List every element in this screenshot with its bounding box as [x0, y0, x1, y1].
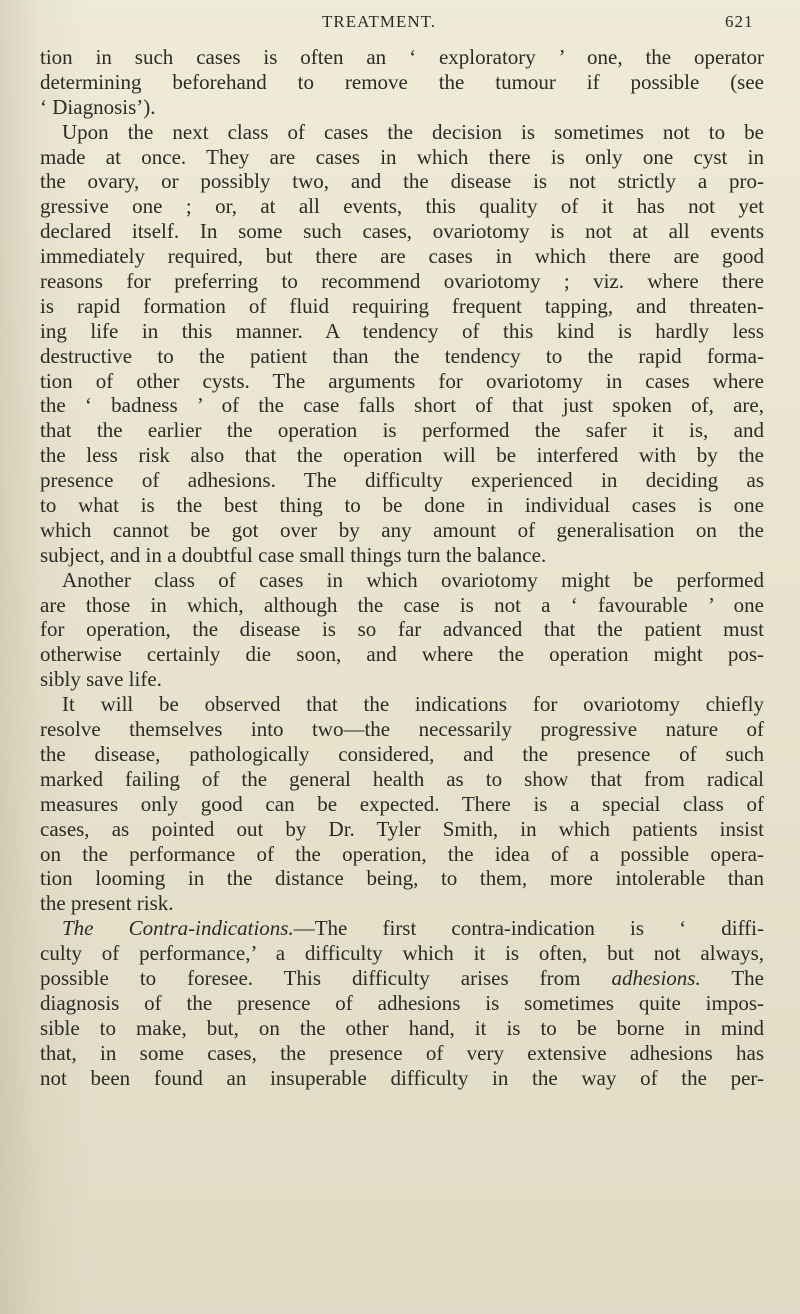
text-line — [40, 344, 764, 369]
body-text — [40, 45, 764, 1090]
line-text: immediately required, but there are cases in which there are good — [40, 244, 764, 269]
line-text: ‘ Diagnosis’). — [40, 94, 156, 119]
line-text: resolve themselves into two—the necessarily progressive nature of — [40, 717, 764, 742]
line-text: gressive one ; or, at all events, this quality of it has not yet — [40, 194, 764, 219]
line-text: to what is the best thing to be done in individual cases is one — [40, 493, 764, 518]
line-text: It will be observed that the indications for ovariotomy chiefly — [62, 692, 764, 717]
line-text: reasons for preferring to recommend ovariotomy ; viz. where there — [40, 269, 764, 294]
line-text: on the performance of the operation, the idea of a possible opera- — [40, 841, 764, 866]
line-text: possible to foresee. This difficulty arises from — [40, 965, 612, 990]
text-line — [40, 120, 764, 145]
line-text: otherwise certainly die soon, and where the operation might pos- — [40, 642, 764, 667]
text-line — [40, 468, 764, 493]
text-line — [40, 866, 764, 891]
line-text: the ‘ badness ’ of the case falls short of that just spoken of, are, — [40, 393, 764, 418]
running-header — [0, 6, 800, 38]
line-text: is rapid formation of fluid requiring frequent tapping, and threaten- — [40, 293, 764, 318]
text-line — [40, 742, 764, 767]
line-text: the disease, pathologically considered, and the presence of such — [40, 741, 764, 766]
text-line — [40, 219, 764, 244]
section-heading: The Contra-indications. — [62, 916, 294, 941]
line-text: are those in which, although the case is not a ‘ favourable ’ one — [40, 592, 764, 617]
text-line — [40, 244, 764, 269]
text-line — [40, 319, 764, 344]
text-line — [40, 294, 764, 319]
italic-term: adhesions. — [611, 965, 701, 990]
text-line — [40, 45, 764, 70]
text-line — [40, 692, 764, 717]
text-line — [40, 269, 764, 294]
line-text: measures only good can be expected. There is a special class of — [40, 791, 764, 816]
text-line — [40, 194, 764, 219]
line-text: determining beforehand to remove the tumour if possible (see — [40, 69, 764, 94]
text-line — [40, 1066, 764, 1091]
line-text: tion in such cases is often an ‘ exploratory ’ one, the operator — [40, 45, 764, 69]
line-text: tion of other cysts. The arguments for ovariotomy in cases where — [40, 368, 764, 393]
line-text: that the earlier the operation is performed the safer it is, and — [40, 418, 764, 443]
text-line — [40, 95, 764, 120]
line-text: the present risk. — [40, 891, 174, 916]
text-line — [40, 717, 764, 742]
line-text: Another class of cases in which ovariotomy might be performed — [62, 567, 764, 592]
line-text: Upon the next class of cases the decision is sometimes not to be — [62, 119, 764, 144]
text-line — [40, 393, 764, 418]
line-text: —The first contra-indication is ‘ diffi- — [293, 916, 764, 941]
line-text: presence of adhesions. The difficulty experienced in deciding as — [40, 468, 764, 493]
text-line — [40, 1041, 764, 1066]
text-line — [40, 792, 764, 817]
line-text: subject, and in a doubtful case small things turn the balance. — [40, 542, 547, 567]
text-line — [40, 493, 764, 518]
line-text: that, in some cases, the presence of very extensive adhesions has — [40, 1040, 764, 1065]
text-line — [40, 169, 764, 194]
text-line — [40, 418, 764, 443]
text-line — [40, 991, 764, 1016]
text-line — [40, 593, 764, 618]
line-text: marked failing of the general health as to show that from radical — [40, 766, 764, 791]
text-line — [40, 1016, 764, 1041]
running-title: TREATMENT. — [322, 12, 437, 31]
text-line — [40, 70, 764, 95]
line-text: tion looming in the distance being, to them, more intolerable than — [40, 866, 764, 891]
line-text: made at once. They are cases in which there is only one cyst in — [40, 144, 764, 169]
page-number: 621 — [725, 12, 754, 31]
line-text: sible to make, but, on the other hand, it is to be borne in mind — [40, 1015, 764, 1040]
text-line — [40, 916, 764, 941]
text-line — [40, 767, 764, 792]
text-line — [40, 568, 764, 593]
line-text: cases, as pointed out by Dr. Tyler Smith, in which patients insist — [40, 816, 764, 841]
line-text: not been found an insuperable difficulty in the way of the per- — [40, 1065, 764, 1090]
line-text: for operation, the disease is so far advanced that the patient must — [40, 617, 764, 642]
text-line — [40, 443, 764, 468]
line-text: ing life in this manner. A tendency of this kind is hardly less — [40, 318, 764, 343]
text-line — [40, 941, 764, 966]
line-tail: The — [700, 965, 764, 990]
text-line — [40, 543, 764, 568]
text-line — [40, 369, 764, 394]
line-text: diagnosis of the presence of adhesions is sometimes quite impos- — [40, 990, 764, 1015]
text-line — [40, 966, 764, 991]
text-line — [40, 817, 764, 842]
line-text: which cannot be got over by any amount of generalisation on the — [40, 517, 764, 542]
line-text: sibly save life. — [40, 667, 162, 692]
text-line — [40, 642, 764, 667]
line-text: declared itself. In some such cases, ovariotomy is not at all events — [40, 219, 764, 244]
text-line — [40, 842, 764, 867]
line-text: destructive to the patient than the tendency to the rapid forma- — [40, 343, 764, 368]
text-line — [40, 617, 764, 642]
text-line — [40, 518, 764, 543]
text-line — [40, 145, 764, 170]
text-line — [40, 891, 764, 916]
line-text: the ovary, or possibly two, and the disease is not strictly a pro- — [40, 169, 764, 194]
text-line — [40, 667, 764, 692]
line-text: the less risk also that the operation will be interfered with by the — [40, 443, 764, 468]
line-text: culty of performance,’ a difficulty which it is often, but not always, — [40, 941, 764, 966]
